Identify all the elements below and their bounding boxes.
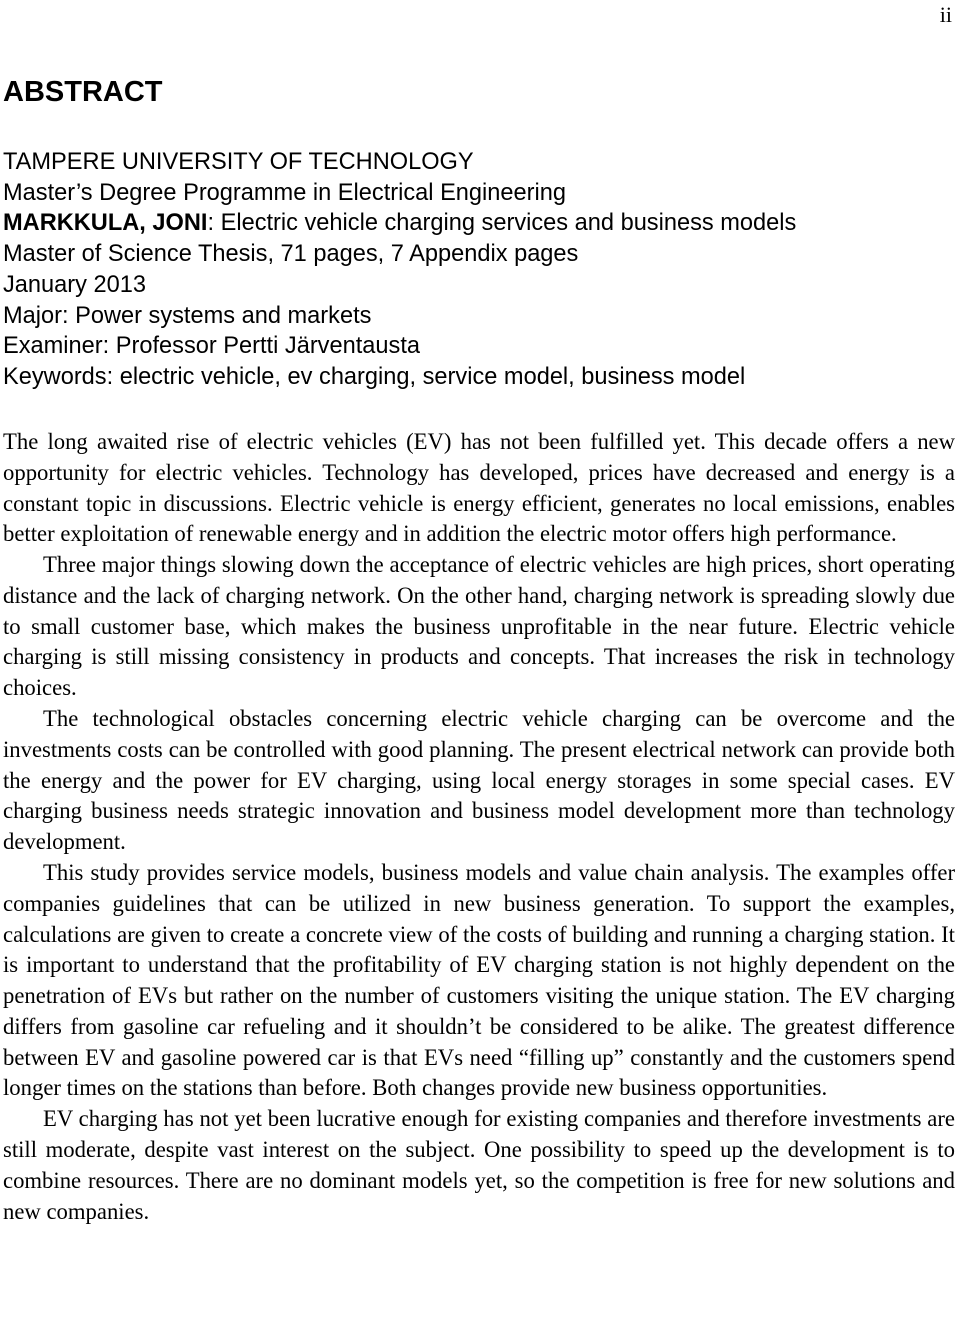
thesis-title: Electric vehicle charging services and business models	[214, 210, 797, 237]
title-separator: :	[207, 210, 215, 237]
thesis-info: Master of Science Thesis, 71 pages, 7 Appendix pages	[3, 241, 579, 268]
abstract-paragraph: Three major things slowing down the acceptance of electric vehicles are high prices, short operating distance and the lack of charging network. On the other hand, charging network is spreading slowly due to small customer base, which makes the business unprofitable in the near future. Electric vehicle charging is still missing consistency in products and concepts. That increases the risk in technology choices.	[3, 552, 955, 701]
page-number: ii	[939, 2, 952, 27]
author-name: MARKKULA, JONI	[3, 210, 208, 237]
abstract-paragraph: EV charging has not yet been lucrative enough for existing companies and therefore investments are still moderate, despite vast interest on the subject. One possibility to speed up the development is to combine resources. There are no dominant models yet, so the competition is free for new solutions and new companies.	[3, 1106, 955, 1224]
thesis-date: January 2013	[3, 271, 146, 298]
author-title-line	[3, 208, 953, 239]
examiner: Examiner: Professor Pertti Järventausta	[3, 333, 420, 360]
abstract-paragraph: The technological obstacles concerning electric vehicle charging can be overcome and the investments costs can be controlled with good planning. The present electrical network can provide both the energy and the power for EV charging, using local energy storages in some special cases. EV charging business needs strategic innovation and business model development more than technology development.	[3, 706, 955, 855]
thesis-metadata	[3, 147, 953, 393]
page-title: ABSTRACT	[3, 76, 163, 108]
major: Major: Power systems and markets	[3, 302, 372, 329]
abstract-paragraph: The long awaited rise of electric vehicles (EV) has not been fulfilled yet. This decade offers a new opportunity for electric vehicles. Technology has developed, prices have decreased and energy is a constant topic in discussions. Electric vehicle is energy efficient, generates no local emissions, enables better exploitation of renewable energy and in addition the electric motor offers high performance.	[3, 429, 955, 547]
abstract-body	[3, 427, 955, 1227]
university-name: TAMPERE UNIVERSITY OF TECHNOLOGY	[3, 149, 474, 175]
abstract-paragraph: This study provides service models, business models and value chain analysis. The examples offer companies guidelines that can be utilized in new business generation. To support the examples, calculations are given to create a concrete view of the costs of building and running a charging station. It is important to understand that the profitability of EV charging station is not highly dependent on the penetration of EVs but rather on the number of customers visiting the unique station. The EV charging differs from gasoline car refueling and it shouldn’t be considered to be alike. The greatest difference between EV and gasoline powered car is that EVs need “filling up” constantly and the customers spend longer times on the stations than before. Both changes provide new business opportunities.	[3, 859, 955, 1101]
degree-programme: Master’s Degree Programme in Electrical Engineering	[3, 179, 567, 206]
keywords: Keywords: electric vehicle, ev charging, service model, business model	[3, 363, 746, 390]
